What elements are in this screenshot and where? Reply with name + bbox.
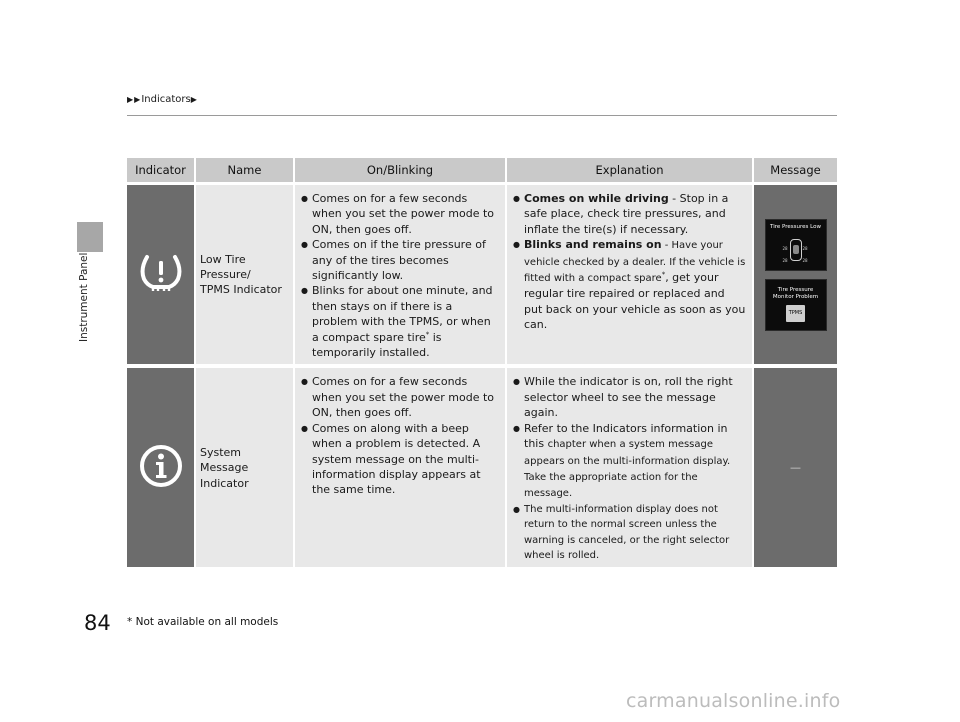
sidebar-tab [77,222,103,252]
indicator-cell [127,368,196,567]
information-icon [139,444,183,488]
breadcrumb [127,94,198,105]
column-header: Explanation [507,158,754,185]
header-rule [127,115,837,116]
list-item: ● Comes on along with a beep when a problem is detected. A system message on the multi-information display appears at the same time. [301,421,499,498]
breadcrumb-arrow-icon: ▶ [127,95,134,104]
breadcrumb-arrow-icon: ▶ [190,95,197,104]
column-header: On/Blinking [295,158,507,185]
list-item: ● The multi-information display does not return to the normal screen unless the warning is canceled, or the right selector wheel is rolled. [513,502,746,564]
message-screen-tpms-problem: Tire Pressure Monitor Problem TPMS [765,279,827,331]
column-header: Name [196,158,295,185]
table-header-row [127,158,837,185]
watermark: carmanualsonline.info [626,690,841,712]
list-item: ● Blinks and remains on - Have your vehicle checked by a dealer. If the vehicle is fitted with a compact spare*, get your regular tire repaired or replaced and put back on your vehicle as soon as you can. [513,237,746,332]
list-item: ● While the indicator is on, roll the right selector wheel to see the message again. [513,374,746,420]
table-row [127,368,837,567]
list-item: ● Refer to the Indicators information in this chapter when a system message appears on the multi-information display. Take the appropriate action for the message. [513,421,746,502]
list-item: ● Blinks for about one minute, and then stays on if there is a problem with the TPMS, or when a compact spare tire* is temporarily installed. [301,283,499,360]
explanation-cell [507,185,754,364]
on-blinking-cell [295,185,507,364]
no-message-dash: — [790,461,801,475]
breadcrumb-section[interactable]: Indicators [141,94,191,105]
tire-pressure-warning-icon [139,253,183,293]
list-item: ● Comes on for a few seconds when you set the power mode to ON, then goes off. [301,191,499,237]
message-screen-tire-pressures-low: Tire Pressures Low 28 28 28 28 [765,219,827,271]
footnote: * Not available on all models [127,616,279,628]
message-cell [754,185,837,364]
breadcrumb-arrow-icon: ▶ [134,95,141,104]
tpms-badge: TPMS [786,305,806,322]
asterisk-note: * [425,330,430,338]
column-header: Indicator [127,158,196,185]
column-header: Message [754,158,837,185]
indicator-table [127,158,837,567]
explanation-cell [507,368,754,567]
list-item: ● Comes on for a few seconds when you set the power mode to ON, then goes off. [301,374,499,420]
asterisk-note: * [661,270,666,279]
car-top-view-icon [790,239,802,261]
table-row [127,185,837,364]
list-item: ● Comes on if the tire pressure of any of the tires becomes significantly low. [301,237,499,283]
page-number: 84 [84,611,111,635]
indicator-name: System Message Indicator [196,368,295,567]
indicator-cell [127,185,196,364]
message-cell [754,368,837,567]
on-blinking-cell [295,368,507,567]
list-item: ● Comes on while driving - Stop in a safe place, check tire pressures, and inflate the tire(s) if necessary. [513,191,746,237]
indicator-name: Low Tire Pressure/ TPMS Indicator [196,185,295,364]
sidebar-label: Instrument Panel [78,252,90,342]
